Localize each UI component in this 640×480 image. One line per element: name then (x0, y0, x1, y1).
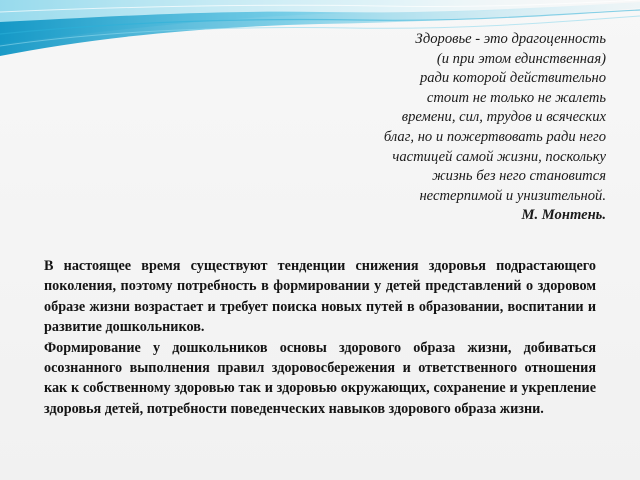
quote-line: нестерпимой и унизительной. (419, 187, 606, 204)
quote-line: времени, сил, трудов и всяческих (401, 109, 606, 126)
quote-line: (и при этом единственная) (436, 50, 606, 67)
quote-line: жизнь без него становится (432, 168, 606, 185)
epigraph-quote (286, 30, 606, 226)
quote-line: стоит не только не жалеть (426, 89, 606, 106)
quote-line: Здоровье - это драгоценность (415, 31, 606, 47)
paragraph-trends: В настоящее время существуют тенденции снижения здоровья подрастающего поколения, поэтому потребность в формировании у детей представлений о здоровом образе жизни возрастает и требует поиска новых путей в образовании, воспитании и развитие дошкольников. (44, 258, 596, 336)
quote-line: частицей самой жизни, поскольку (392, 148, 606, 165)
quote-line: благ, но и пожертвовать ради него (383, 128, 606, 145)
paragraph-goals: Формирование у дошкольников основы здорового образа жизни, добиваться осознанного выполнения правил здоровосбережения и ответственного отношения как к собственному здоровью так и здоровью окружающих, сохранение и укрепление здоровья детей, потребности поведенческих навыков здорового образа жизни. (44, 339, 596, 417)
quote-author: М. Монтень. (521, 207, 606, 224)
quote-line: ради которой действительно (419, 70, 606, 87)
main-text-block (44, 256, 596, 419)
